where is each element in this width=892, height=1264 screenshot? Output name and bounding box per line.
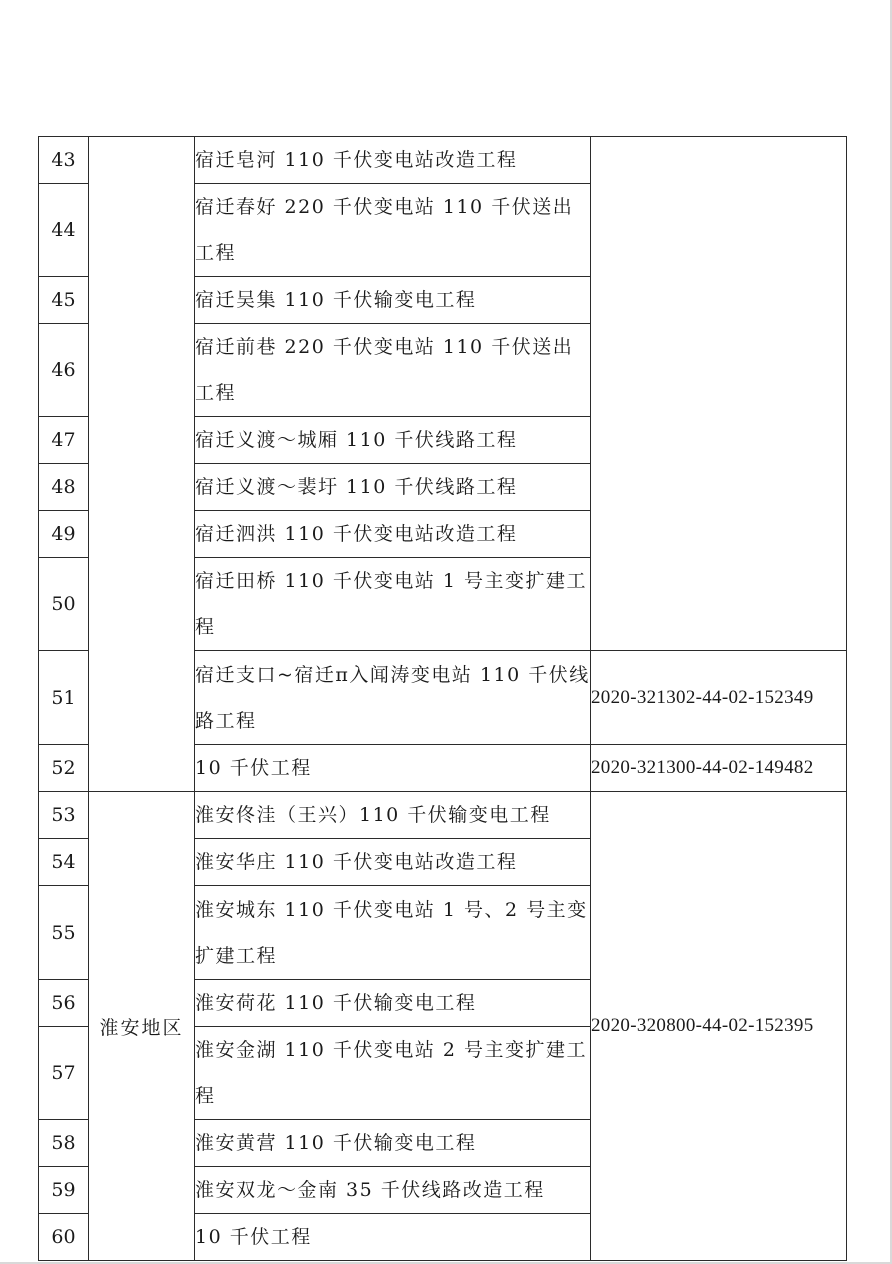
row-number: 43 [39,137,89,184]
project-name: 宿迁皂河 110 千伏变电站改造工程 [195,137,591,184]
project-code: 2020-320800-44-02-152395 [591,792,847,1261]
project-name: 淮安双龙～金南 35 千伏线路改造工程 [195,1167,591,1214]
project-name: 宿迁支口~宿迁π入闻涛变电站 110 千伏线路工程 [195,651,591,745]
project-name: 10 千伏工程 [195,745,591,792]
table-row [39,792,847,839]
row-number: 44 [39,184,89,277]
project-name: 宿迁义渡～裴圩 110 千伏线路工程 [195,464,591,511]
project-name: 宿迁吴集 110 千伏输变电工程 [195,277,591,324]
row-number: 52 [39,745,89,792]
row-number: 46 [39,324,89,417]
project-name: 淮安佟洼（王兴）110 千伏输变电工程 [195,792,591,839]
region-cell: 淮安地区 [89,792,195,1261]
project-name: 宿迁前巷 220 千伏变电站 110 千伏送出工程 [195,324,591,417]
project-table [38,136,847,1261]
row-number: 51 [39,651,89,745]
project-name: 宿迁春好 220 千伏变电站 110 千伏送出工程 [195,184,591,277]
row-number: 53 [39,792,89,839]
project-code-empty [591,137,847,651]
project-name: 淮安荷花 110 千伏输变电工程 [195,980,591,1027]
row-number: 54 [39,839,89,886]
row-number: 59 [39,1167,89,1214]
row-number: 47 [39,417,89,464]
project-code: 2020-321300-44-02-149482 [591,745,847,792]
project-name: 淮安黄营 110 千伏输变电工程 [195,1120,591,1167]
project-name: 宿迁泗洪 110 千伏变电站改造工程 [195,511,591,558]
row-number: 49 [39,511,89,558]
row-number: 57 [39,1027,89,1120]
row-number: 55 [39,886,89,980]
project-name: 淮安华庄 110 千伏变电站改造工程 [195,839,591,886]
row-number: 56 [39,980,89,1027]
row-number: 50 [39,558,89,651]
row-number: 60 [39,1214,89,1261]
project-name: 淮安金湖 110 千伏变电站 2 号主变扩建工程 [195,1027,591,1120]
project-name: 宿迁义渡～城厢 110 千伏线路工程 [195,417,591,464]
project-name: 宿迁田桥 110 千伏变电站 1 号主变扩建工程 [195,558,591,651]
row-number: 48 [39,464,89,511]
project-code: 2020-321302-44-02-152349 [591,651,847,745]
project-name: 淮安城东 110 千伏变电站 1 号、2 号主变扩建工程 [195,886,591,980]
region-cell [89,137,195,792]
row-number: 58 [39,1120,89,1167]
project-name: 10 千伏工程 [195,1214,591,1261]
table-row [39,137,847,184]
row-number: 45 [39,277,89,324]
